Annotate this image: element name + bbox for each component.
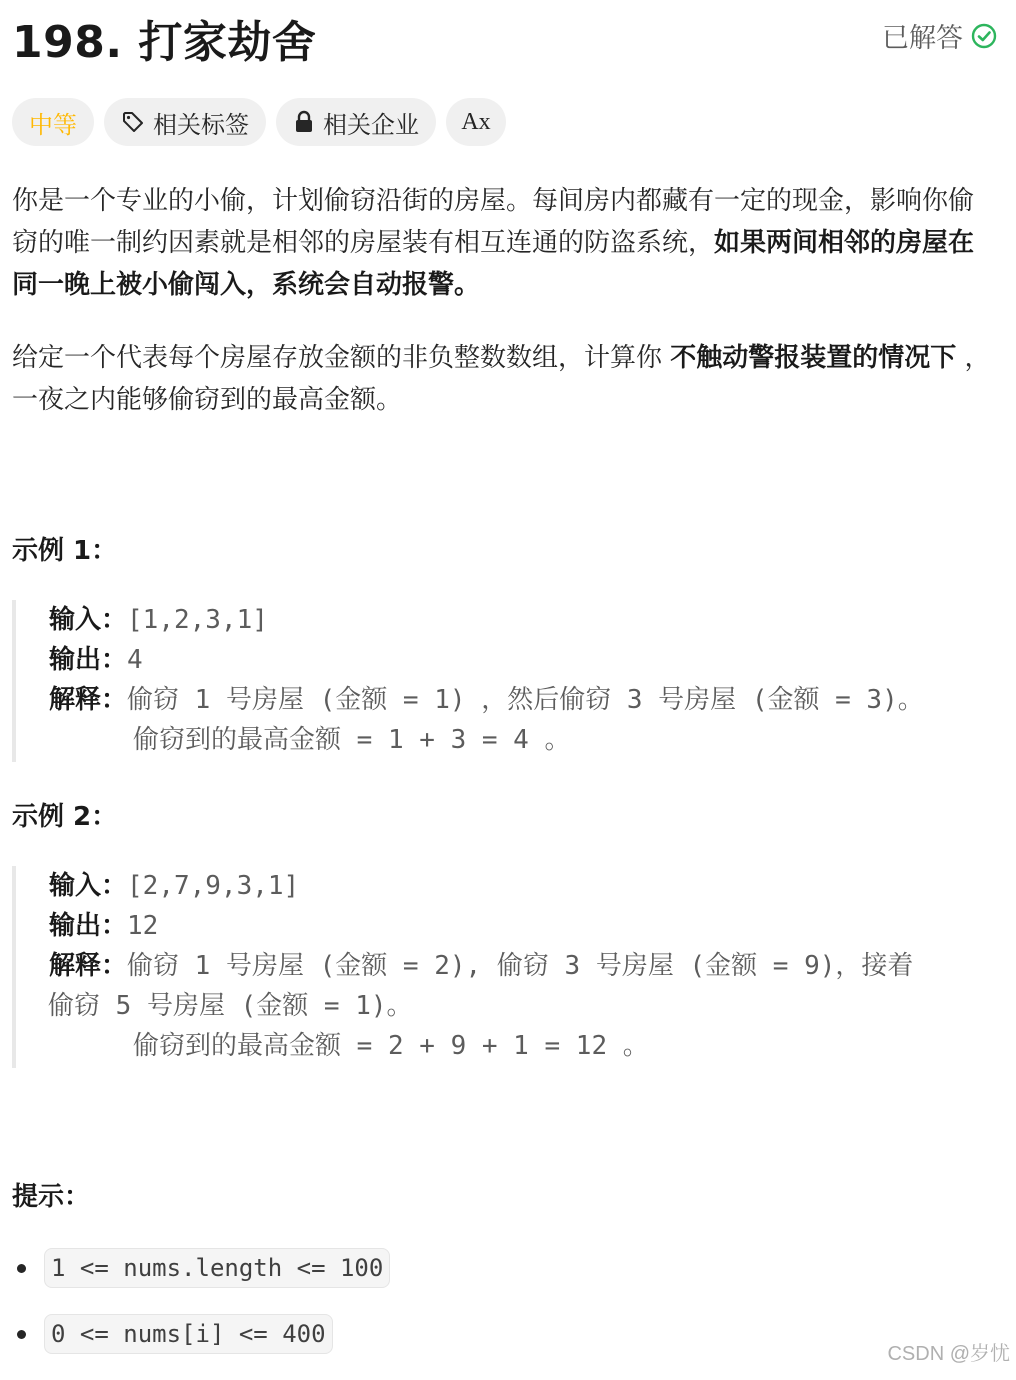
problem-tags — [12, 98, 506, 146]
description-paragraph-2 — [12, 337, 997, 421]
example-explain-line — [49, 680, 997, 720]
input-value: [1,2,3,1] — [127, 605, 268, 635]
lock-icon — [293, 110, 315, 134]
explain-text: 偷窃到的最高金额 = 2 + 9 + 1 = 12 。 — [133, 1031, 649, 1061]
description-text: 给定一个代表每个房屋存放金额的非负整数数组，计算你 — [12, 343, 671, 373]
input-label: 输入： — [49, 871, 128, 901]
related-companies-label: 相关企业 — [323, 110, 419, 139]
explain-label: 解释： — [49, 685, 128, 715]
description-emphasis: 如果两间相邻的房屋在同一晚上被小偷闯入，系统会自动报警 — [12, 228, 975, 300]
example-input-line — [49, 866, 997, 906]
example-input-line — [49, 600, 997, 640]
example-output-line — [49, 640, 997, 680]
example-explain-line — [49, 946, 997, 986]
example-2-heading: 示例 2： — [12, 802, 118, 832]
example-output-line — [49, 906, 997, 946]
explain-text: 偷窃 1 号房屋 (金额 = 1) ，然后偷窃 3 号房屋 (金额 = 3)。 — [127, 685, 924, 715]
related-tags-button[interactable] — [104, 98, 266, 146]
bullet-icon — [17, 1264, 26, 1273]
related-tags-label: 相关标签 — [153, 110, 249, 139]
problem-page — [12, 0, 997, 1348]
output-label: 输出： — [49, 911, 128, 941]
explain-text: 偷窃到的最高金额 = 1 + 3 = 4 。 — [133, 725, 571, 755]
difficulty-label: 中等 — [29, 110, 77, 139]
description-text: ，一夜之内能够偷窃到的最高金额。 — [12, 343, 991, 415]
output-value: 12 — [127, 911, 159, 941]
solved-label: 已解答 — [882, 23, 963, 54]
constraints-list — [12, 1248, 390, 1380]
list-item — [12, 1314, 390, 1380]
difficulty-badge — [12, 98, 94, 146]
explain-text: 偷窃 1 号房屋 (金额 = 2), 偷窃 3 号房屋 (金额 = 9)，接着 — [127, 951, 914, 981]
translate-button[interactable] — [446, 98, 506, 146]
list-item — [12, 1248, 390, 1314]
related-companies-button[interactable] — [276, 98, 436, 146]
check-circle-icon — [971, 23, 997, 49]
problem-title[interactable]: 198. 打家劫舍 — [12, 17, 317, 68]
example-explain-line — [49, 1026, 997, 1066]
bullet-icon — [17, 1330, 26, 1339]
example-1-block — [12, 600, 997, 762]
constraint-code: 0 <= nums[i] <= 400 — [44, 1314, 333, 1354]
input-value: [2,7,9,3,1] — [127, 871, 300, 901]
description-emphasis: 不触动警报装置的情况下 — [670, 343, 957, 373]
output-value: 4 — [127, 645, 143, 675]
problem-header — [12, 0, 997, 74]
input-label: 输入： — [49, 605, 128, 635]
hints-heading: 提示： — [12, 1182, 91, 1212]
output-label: 输出： — [49, 645, 128, 675]
watermark: CSDN @岁忧 — [887, 1343, 1010, 1365]
example-explain-line — [48, 986, 997, 1026]
description-text: 你是一个专业的小偷，计划偷窃沿街的房屋。每间房内都藏有一定的现金，影响你偷窃的唯一制约因素就是相邻的房屋装有相互连通的防盗系统， — [12, 186, 975, 258]
description-period: 。 — [454, 270, 481, 300]
description-paragraph-1 — [12, 180, 997, 306]
example-explain-line — [49, 720, 997, 760]
example-1-heading: 示例 1： — [12, 536, 118, 566]
constraint-code: 1 <= nums.length <= 100 — [44, 1248, 390, 1288]
example-2-block — [12, 866, 997, 1068]
tag-icon — [121, 110, 145, 134]
translate-icon: Ax — [461, 108, 491, 135]
solved-status — [882, 16, 997, 55]
explain-label: 解释： — [49, 951, 128, 981]
explain-text: 偷窃 5 号房屋 (金额 = 1)。 — [48, 991, 413, 1021]
